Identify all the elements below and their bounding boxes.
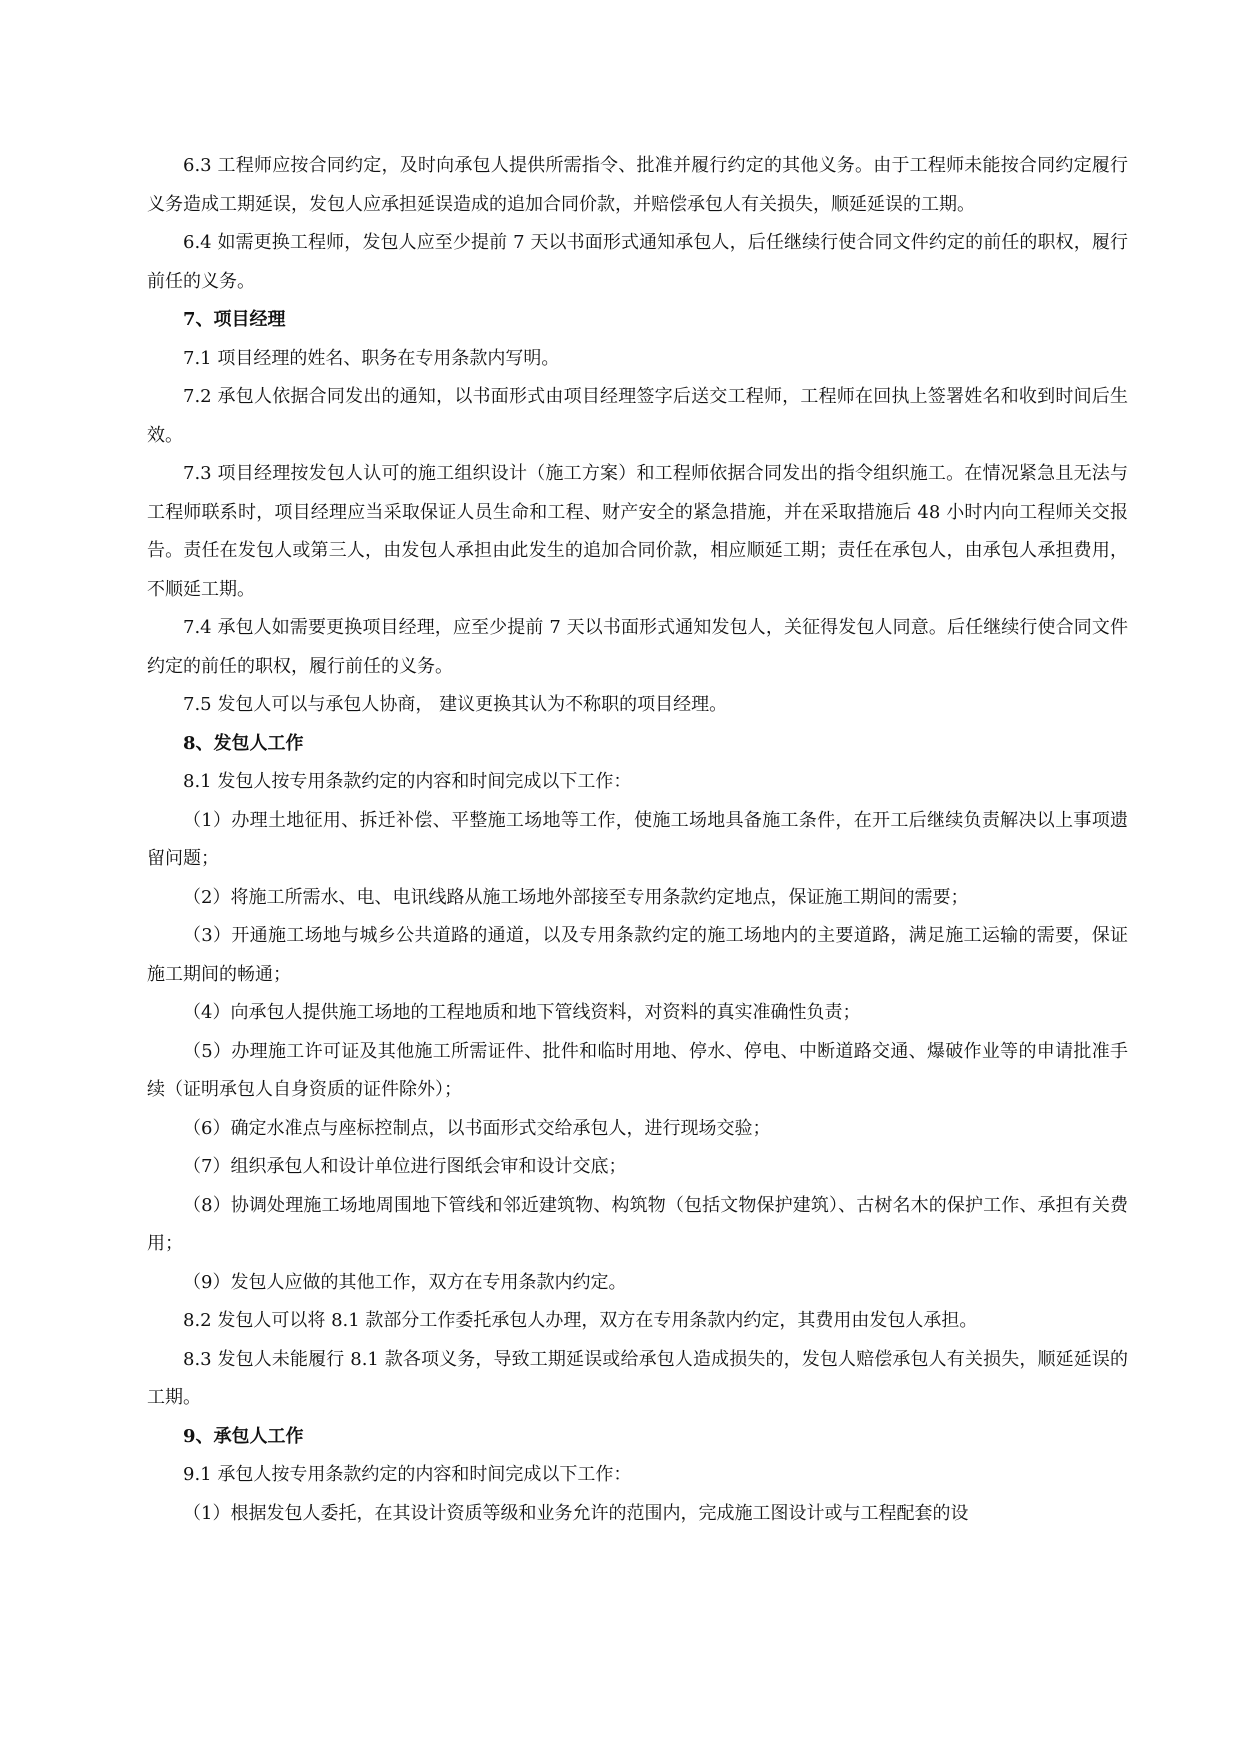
paragraph: 7.4 承包人如需要更换项目经理，应至少提前 7 天以书面形式通知发包人，关征得发包人同意。后任继续行使合同文件约定的前任的职权，履行前任的义务。 — [147, 617, 1128, 677]
paragraph: 6.4 如需更换工程师，发包人应至少提前 7 天以书面形式通知承包人，后任继续行使合同文件约定的前任的职权，履行前任的义务。 — [147, 232, 1128, 292]
paragraph: （8）协调处理施工场地周围地下管线和邻近建筑物、构筑物（包括文物保护建筑）、古树名木的保护工作、承担有关费用； — [147, 1194, 1128, 1254]
section-heading: 8、发包人工作 — [183, 732, 304, 754]
paragraph: 8.2 发包人可以将 8.1 款部分工作委托承包人办理，双方在专用条款内约定，其费用由发包人承担。 — [183, 1310, 978, 1331]
paragraph: （5）办理施工许可证及其他施工所需证件、批件和临时用地、停水、停电、中断道路交通、爆破作业等的申请批准手续（证明承包人自身资质的证件除外）； — [147, 1040, 1128, 1100]
section-heading: 7、项目经理 — [183, 309, 286, 330]
paragraph: 7.5 发包人可以与承包人协商， 建议更换其认为不称职的项目经理。 — [183, 694, 728, 715]
paragraph: （1）根据发包人委托，在其设计资质等级和业务允许的范围内，完成施工图设计或与工程配套的设 — [183, 1502, 969, 1524]
paragraph: 7.3 项目经理按发包人认可的施工组织设计（施工方案）和工程师依据合同发出的指令组织施工。在情况紧急且无法与工程师联系时，项目经理应当采取保证人员生命和工程、财产安全的紧急措施，并在采取措施后 48 小时内向工程师关交报告。责任在发包人或第三人，由发包人承担由此发生的追加合同价款，相应顺延工期；责任在承包人，由承包人承担费用，不顺延工期。 — [147, 463, 1128, 600]
paragraph: （4）向承包人提供施工场地的工程地质和地下管线资料，对资料的真实准确性负责； — [183, 1002, 861, 1023]
paragraph: （3）开通施工场地与城乡公共道路的通道，以及专用条款约定的施工场地内的主要道路，满足施工运输的需要，保证施工期间的畅通； — [147, 925, 1128, 985]
paragraph: （9）发包人应做的其他工作，双方在专用条款内约定。 — [183, 1271, 627, 1293]
paragraph: （6）确定水准点与座标控制点，以书面形式交给承包人，进行现场交验； — [183, 1117, 771, 1139]
paragraph: 7.1 项目经理的姓名、职务在专用条款内写明。 — [183, 347, 560, 369]
paragraph: （1）办理土地征用、拆迁补偿、平整施工场地等工作，使施工场地具备施工条件，在开工后继续负责解决以上事项遗留问题； — [147, 809, 1128, 869]
section-heading: 9、承包人工作 — [183, 1425, 304, 1447]
paragraph: 8.3 发包人未能履行 8.1 款各项义务，导致工期延误或给承包人造成损失的，发包人赔偿承包人有关损失，顺延延误的工期。 — [147, 1348, 1128, 1408]
paragraph: 7.2 承包人依据合同发出的通知，以书面形式由项目经理签字后送交工程师，工程师在回执上签署姓名和收到时间后生效。 — [147, 386, 1128, 446]
paragraph: （2）将施工所需水、电、电讯线路从施工场地外部接至专用条款约定地点，保证施工期间的需要； — [183, 886, 969, 908]
paragraph: 9.1 承包人按专用条款约定的内容和时间完成以下工作： — [183, 1464, 632, 1485]
paragraph: （7）组织承包人和设计单位进行图纸会审和设计交底； — [183, 1156, 627, 1177]
document-body — [147, 147, 1128, 1533]
paragraph: 8.1 发包人按专用条款约定的内容和时间完成以下工作： — [183, 771, 632, 792]
paragraph: 6.3 工程师应按合同约定，及时向承包人提供所需指令、批准并履行约定的其他义务。由于工程师未能按合同约定履行义务造成工期延误，发包人应承担延误造成的追加合同价款，并赔偿承包人有关损失，顺延延误的工期。 — [147, 155, 1128, 215]
